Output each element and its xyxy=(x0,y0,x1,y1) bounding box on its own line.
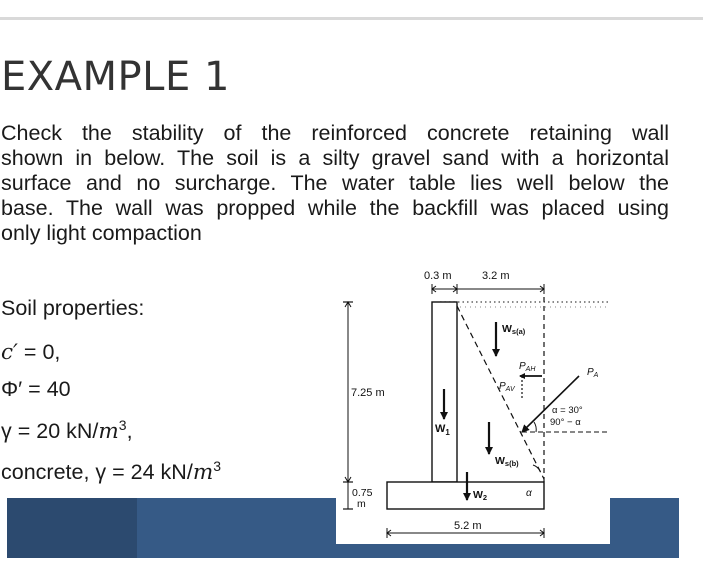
base-alpha-label: α xyxy=(526,488,532,499)
concrete-unit: m xyxy=(192,460,214,486)
cohesion-symbol: c′ xyxy=(1,340,18,365)
dim-stem-thickness: 0.3 m xyxy=(424,270,452,282)
w1-label: $W_1$ xyxy=(435,423,450,437)
pah-label: $P_{AH}$ xyxy=(519,361,536,373)
retaining-wall-figure xyxy=(336,239,610,544)
height-dimension xyxy=(343,302,353,509)
ground-surface xyxy=(440,302,608,307)
dim-base-thickness-unit: m xyxy=(357,498,366,510)
statement-line-1: Check the stability of the reinforced concrete retaining wall xyxy=(1,121,669,145)
ws-a-label: Ws(a) xyxy=(502,323,526,336)
friction-value: = 40 xyxy=(28,377,71,401)
angle-complement-label: 90° − α xyxy=(550,417,581,428)
dim-base-width: 5.2 m xyxy=(454,520,482,532)
statement-line-3: surface and no surcharge. The water table lies well below the xyxy=(1,171,669,195)
statement-line-4: base. The wall was propped while the backfill was placed using xyxy=(1,196,669,220)
retaining-wall-diagram xyxy=(336,239,610,544)
statement-line-2: shown in below. The soil is a silty gravel sand with a horizontal xyxy=(1,146,669,170)
angle-alpha-label: α = 30° xyxy=(552,405,583,416)
unit-weight-tail: , xyxy=(126,419,133,444)
pa-label: $P_A$ xyxy=(587,367,599,379)
unit-weight-unit: m xyxy=(98,419,119,445)
footer-band-accent xyxy=(7,498,137,558)
problem-statement xyxy=(1,121,669,246)
properties-heading: Soil properties: xyxy=(1,296,145,320)
unit-weight-exp: 3 xyxy=(118,417,127,433)
top-dimension xyxy=(432,284,544,294)
wall-base xyxy=(387,482,544,509)
slide-title: EXAMPLE 1 xyxy=(1,54,230,100)
angle-arc xyxy=(534,422,536,432)
unit-weight-line xyxy=(1,417,133,444)
concrete-line xyxy=(1,458,221,485)
friction-line xyxy=(1,377,71,402)
dim-base-thickness-value: 0.75 xyxy=(352,487,373,499)
dim-height: 7.25 m xyxy=(351,387,385,399)
statement-line-5: only light compaction xyxy=(1,221,202,245)
failure-plane-line xyxy=(457,306,544,479)
concrete-label: concrete, γ = 24 kN/ xyxy=(1,460,193,485)
pav-label: $P_{AV}$ xyxy=(499,381,515,393)
cohesion-value: = 0, xyxy=(23,340,61,364)
unit-weight-value: = 20 kN/ xyxy=(17,419,99,444)
dim-heel: 3.2 m xyxy=(482,270,510,282)
concrete-exp: 3 xyxy=(213,458,221,474)
cohesion-line xyxy=(1,340,60,365)
friction-symbol: Φ′ xyxy=(1,377,23,401)
ws-b-label: Ws(b) xyxy=(495,455,519,468)
unit-weight-symbol: γ xyxy=(1,419,12,444)
w2-label: W2 xyxy=(473,489,488,502)
